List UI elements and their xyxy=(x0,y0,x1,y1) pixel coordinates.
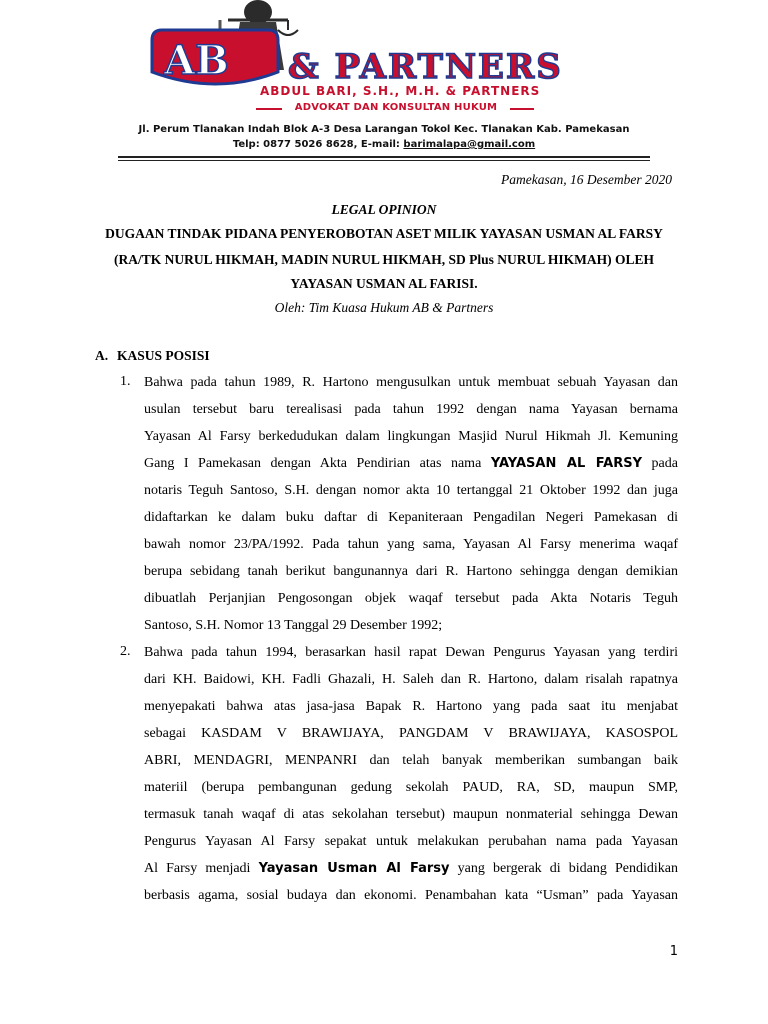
document-title-line-3: YAYASAN USMAN AL FARISI. xyxy=(290,276,478,291)
paragraph-line-with-bold xyxy=(144,455,678,473)
paragraph-line: berupa sebidang tanah berikut bangunannya dari R. Hartono sehingga dengan demikian xyxy=(144,564,678,579)
paragraph-line: bawah nomor 23/PA/1992. Pada tahun yang sama, Yayasan Al Farsy menerima waqaf xyxy=(144,537,678,552)
section-label: A. xyxy=(95,348,109,363)
contact-email-link[interactable]: barimalapa@gmail.com xyxy=(403,139,536,150)
paragraph-line: Santoso, S.H. Nomor 13 Tanggal 29 Desember 1992; xyxy=(144,618,443,633)
paragraph-line: didaftarkan ke dalam buku daftar di Kepaniteraan Pengadilan Negeri Pamekasan di xyxy=(144,510,678,525)
paragraph-line: notaris Teguh Santoso, S.H. dengan nomor akta 10 tertanggal 21 Oktober 1992 dan juga xyxy=(144,483,678,498)
contact-phone: Telp: 0877 5026 8628, E-mail: xyxy=(232,139,404,150)
firm-contact xyxy=(0,139,768,150)
paragraph-line: Pengurus Yayasan Al Farsy sepakat untuk melakukan perubahan nama pada Yayasan xyxy=(144,834,678,849)
paragraph-text: Al Farsy menjadi xyxy=(144,861,259,876)
section-heading xyxy=(95,348,210,364)
paragraph-line: ABRI, MENDAGRI, MENPANRI dan telah banyak memberikan sumbangan baik xyxy=(144,753,678,768)
paragraph-line: berbasis agama, sosial budaya dan ekonomi. Penambahan kata “Usman” pada Yayasan xyxy=(144,888,678,903)
tagline-row xyxy=(256,102,536,116)
letterhead xyxy=(0,0,768,160)
bold-foundation-name: Yayasan Usman Al Farsy xyxy=(258,861,450,876)
paragraph-line: Bahwa pada tahun 1989, R. Hartono mengusulkan untuk membuat sebuah Yayasan dan xyxy=(144,375,678,390)
document-title-line-2: (RA/TK NURUL HIKMAH, MADIN NURUL HIKMAH, SD Plus NURUL HIKMAH) OLEH xyxy=(113,252,655,267)
paragraph-line: termasuk tanah waqaf di atas sekolahan tersebut) maupun nonmaterial sehingga Dewan xyxy=(144,807,678,822)
paragraph-text: yang bergerak di bidang Pendidikan xyxy=(449,861,678,876)
list-item-number: 1. xyxy=(120,374,131,389)
document-title-line-1: DUGAAN TINDAK PIDANA PENYEROBOTAN ASET MILIK YAYASAN USMAN AL FARSY xyxy=(105,226,663,241)
section-title: KASUS POSISI xyxy=(117,348,210,363)
svg-text:AB: AB xyxy=(164,37,229,84)
tagline-rule-left xyxy=(256,108,282,110)
paragraph-line: Yayasan Al Farsy berkedudukan dalam lingkungan Masjid Nurul Hikmah Jl. Kemuning xyxy=(144,429,678,444)
paragraph-line: Bahwa pada tahun 1994, berasarkan hasil rapat Dewan Pengurus Yayasan yang terdiri xyxy=(144,645,678,660)
document-type-heading: LEGAL OPINION xyxy=(331,202,437,217)
firm-tagline: ADVOKAT DAN KONSULTAN HUKUM xyxy=(294,102,498,113)
page-number: 1 xyxy=(669,944,678,959)
list-item-number: 2. xyxy=(120,644,131,659)
bold-foundation-name: YAYASAN AL FARSY xyxy=(490,456,643,471)
firm-address: Jl. Perum Tlanakan Indah Blok A-3 Desa Larangan Tokol Kec. Tlanakan Kab. Pamekasan xyxy=(138,124,630,135)
paragraph-line: dibuatlah Perjanjian Pengosongan objek waqaf tersebut pada Akta Notaris Teguh xyxy=(144,591,678,606)
letterhead-divider xyxy=(118,156,650,161)
paragraph-text: Gang I Pamekasan dengan Akta Pendirian atas nama xyxy=(144,456,491,471)
paragraph-text: pada xyxy=(642,456,678,471)
paragraph-line: usulan tersebut baru terealisasi pada tahun 1992 dengan nama Yayasan bernama xyxy=(144,402,678,417)
tagline-rule-right xyxy=(510,108,534,110)
firm-name: ABDUL BARI, S.H., M.H. & PARTNERS xyxy=(260,84,541,98)
paragraph-line-with-bold xyxy=(144,860,678,878)
paragraph-line: sebagai KASDAM V BRAWIJAYA, PANGDAM V BRAWIJAYA, KASOSPOL xyxy=(144,726,678,741)
paragraph-line: menyepakati bahwa atas jasa-jasa Bapak R. Hartono yang pada saat itu menjabat xyxy=(144,699,678,714)
paragraph-line: materiil (berupa pembangunan gedung sekolah PAUD, RA, SD, maupun SMP, xyxy=(144,780,678,795)
document-byline: Oleh: Tim Kuasa Hukum AB & Partners xyxy=(274,300,494,315)
svg-text:& PARTNERS: & PARTNERS xyxy=(288,47,563,87)
document-date: Pamekasan, 16 Desember 2020 xyxy=(501,172,672,187)
paragraph-line: dari KH. Baidowi, KH. Fadli Ghazali, H. Saleh dan R. Hartono, dalam risalah rapatnya xyxy=(144,672,678,687)
